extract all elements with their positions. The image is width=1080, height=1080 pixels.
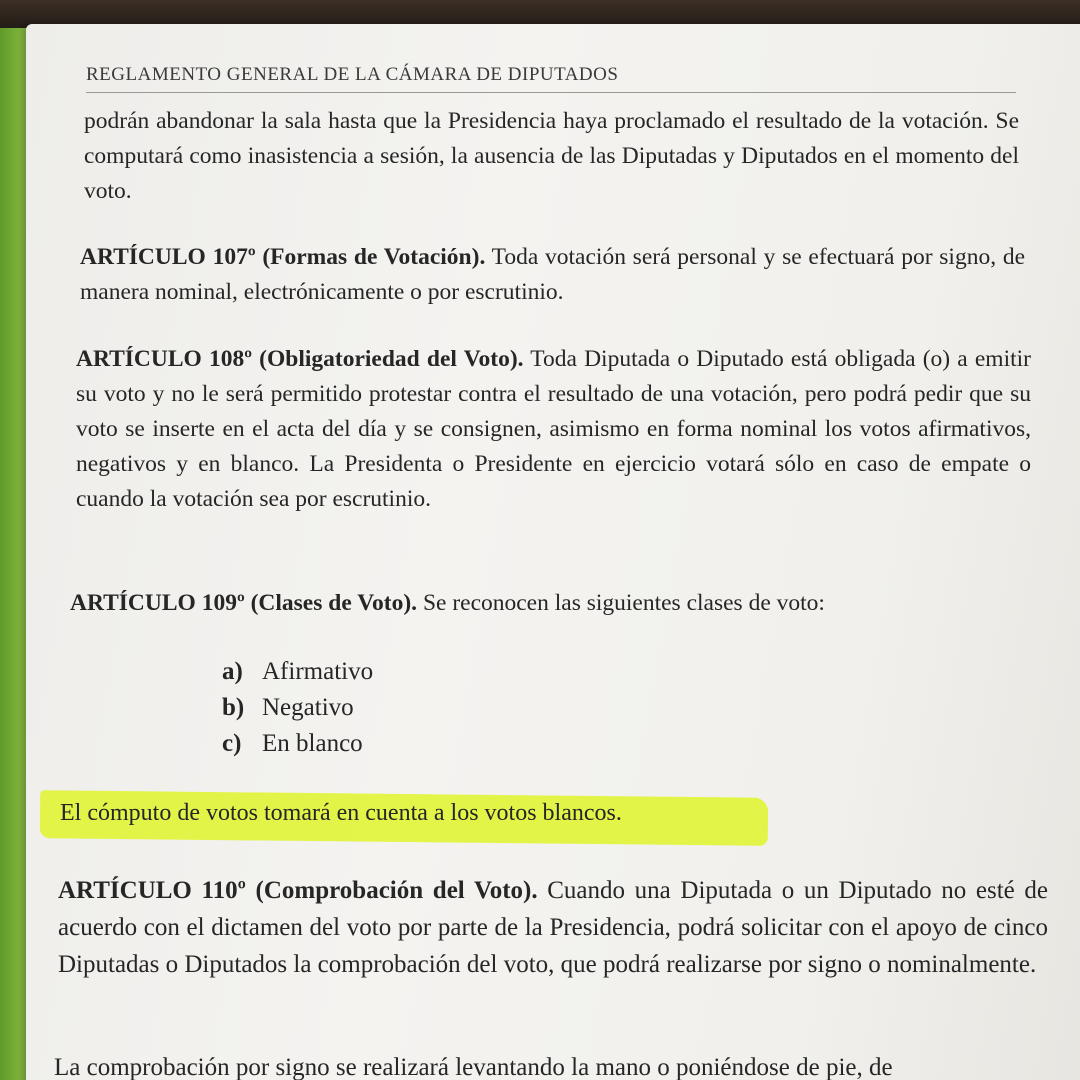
article-109-title: ARTÍCULO 109º (Clases de Voto). <box>70 590 418 616</box>
running-head: REGLAMENTO GENERAL DE LA CÁMARA DE DIPUTADOS <box>86 64 1016 93</box>
vote-class-list <box>222 654 373 762</box>
list-item <box>222 690 373 726</box>
list-item-text: En blanco <box>262 730 363 757</box>
list-item-letter: a) <box>222 658 243 685</box>
article-108-body: Toda Diputada o Diputado está obligada (o) a emitir su voto y no le será permitido protestar contra el resultado de una votación, pero podrá pedir que su voto se inserte en el acta del día y se consignen, asimismo en forma nominal los votos afirmativos, negativos y en blanco. La Presidenta o Presidente en ejercicio votará sólo en caso de empate o cuando la votación sea por escrutinio. <box>76 346 1031 512</box>
article-107-title: ARTÍCULO 107º (Formas de Votación). <box>80 244 486 270</box>
list-item-text: Afirmativo <box>262 658 374 685</box>
highlighted-note <box>40 794 768 842</box>
article-108-title: ARTÍCULO 108º (Obligatoriedad del Voto). <box>76 346 524 372</box>
cut-off-line: La comprobación por signo se realizará levantando la mano o poniéndose de pie, de <box>54 1054 893 1080</box>
list-item-letter: c) <box>222 730 242 757</box>
article-110-body: Cuando una Diputada o un Diputado no esté de acuerdo con el dictamen del voto por parte de la Presidencia, podrá solicitar con el apoyo de cinco Diputadas o Diputados la comprobación del voto, que podrá realizarse por signo o nominalmente. <box>58 877 1048 978</box>
article-109 <box>70 586 1015 621</box>
article-110-title: ARTÍCULO 110º (Comprobación del Voto). <box>58 877 538 904</box>
article-108 <box>76 342 1031 517</box>
article-107-body: Toda votación será personal y se efectuará por signo, de manera nominal, electrónicamente o por escrutinio. <box>80 244 1026 305</box>
list-item <box>222 654 373 690</box>
list-item-text: Negativo <box>262 694 354 721</box>
article-107 <box>80 240 1025 310</box>
list-item-letter: b) <box>222 694 245 721</box>
intro-paragraph: podrán abandonar la sala hasta que la Presidencia haya proclamado el resultado de la votación. Se computará como inasistencia a sesión, la ausencia de las Diputadas y Diputados en el momento del voto. <box>84 108 1019 204</box>
article-109-body: Se reconocen las siguientes clases de voto: <box>417 590 825 616</box>
list-item <box>222 726 373 762</box>
article-110 <box>58 872 1048 983</box>
highlighted-note-text: El cómputo de votos tomará en cuenta a los votos blancos. <box>60 800 622 826</box>
book-page <box>26 24 1080 1080</box>
